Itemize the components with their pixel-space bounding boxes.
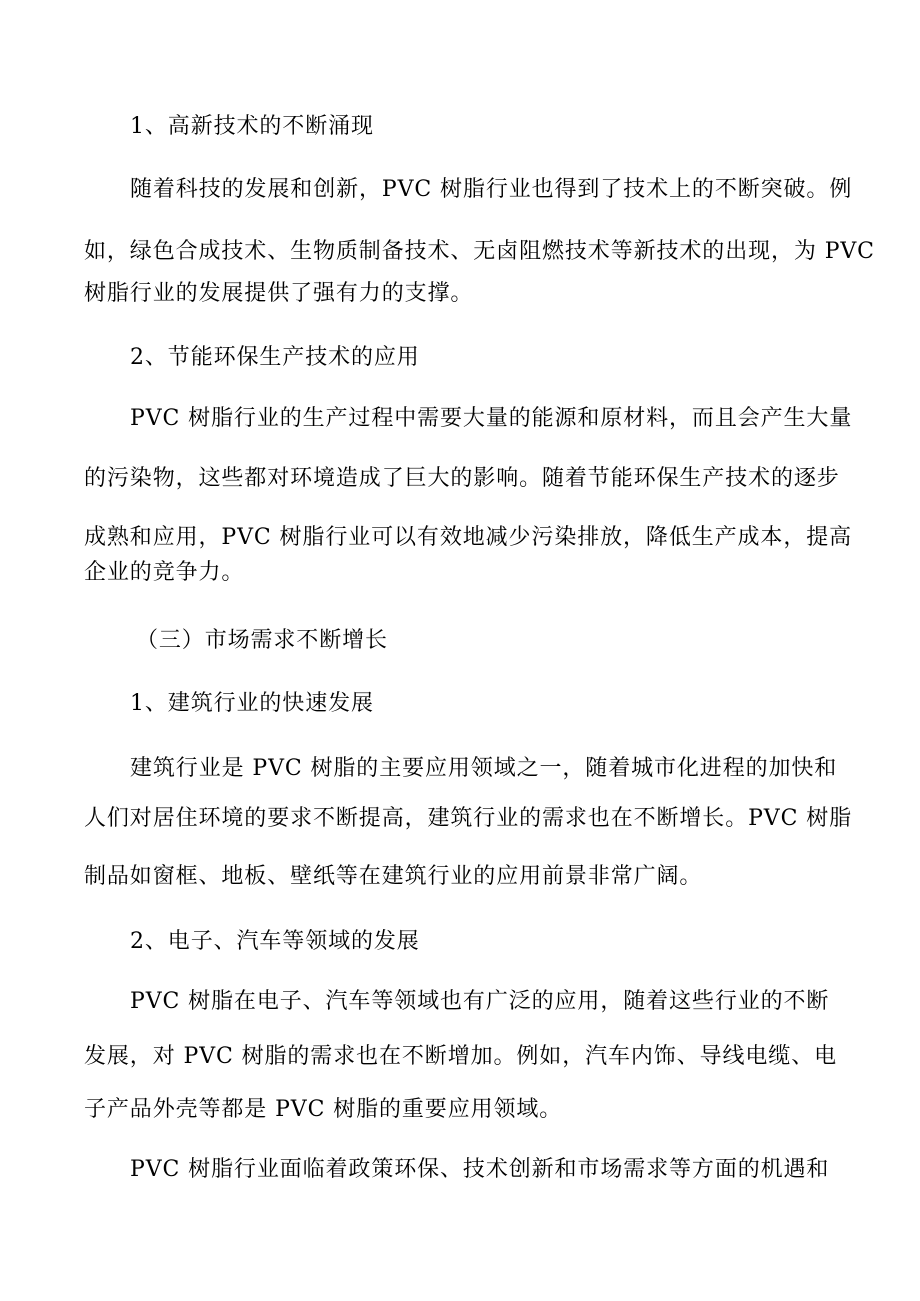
paragraph-line: PVC 树脂行业的生产过程中需要大量的能源和原材料，而且会产生大量 [130,406,853,431]
paragraph-line: 子产品外壳等都是 PVC 树脂的重要应用领域。 [84,1097,563,1122]
heading-electronics-auto: 2、电子、汽车等领域的发展 [130,929,420,954]
paragraph-line: 成熟和应用，PVC 树脂行业可以有效地减少污染排放，降低生产成本，提高 [84,525,853,550]
paragraph-line: 的污染物，这些都对环境造成了巨大的影响。随着节能环保生产技术的逐步 [84,466,840,491]
paragraph-line: 企业的竞争力。 [84,560,245,585]
paragraph-line: 如，绿色合成技术、生物质制备技术、无卤阻燃技术等新技术的出现，为 PVC [84,239,875,264]
paragraph-line: PVC 树脂行业面临着政策环保、技术创新和市场需求等方面的机遇和 [130,1157,830,1182]
paragraph-line: PVC 树脂在电子、汽车等领域也有广泛的应用，随着这些行业的不断 [130,989,830,1014]
section-heading-market-demand: （三）市场需求不断增长 [136,628,388,653]
paragraph-line: 随着科技的发展和创新，PVC 树脂行业也得到了技术上的不断突破。例 [130,177,853,202]
paragraph-line: 发展，对 PVC 树脂的需求也在不断增加。例如，汽车内饰、导线电缆、电 [84,1044,838,1069]
paragraph-line: 人们对居住环境的要求不断提高，建筑行业的需求也在不断增长。PVC 树脂 [84,806,853,831]
paragraph-line: 树脂行业的发展提供了强有力的支撑。 [84,281,474,306]
heading-energy-saving: 2、节能环保生产技术的应用 [130,345,420,370]
heading-construction: 1、建筑行业的快速发展 [130,691,374,716]
heading-high-tech: 1、高新技术的不断涌现 [130,114,374,139]
paragraph-line: 建筑行业是 PVC 树脂的主要应用领域之一，随着城市化进程的加快和 [130,756,838,781]
paragraph-line: 制品如窗框、地板、壁纸等在建筑行业的应用前景非常广阔。 [84,864,703,889]
